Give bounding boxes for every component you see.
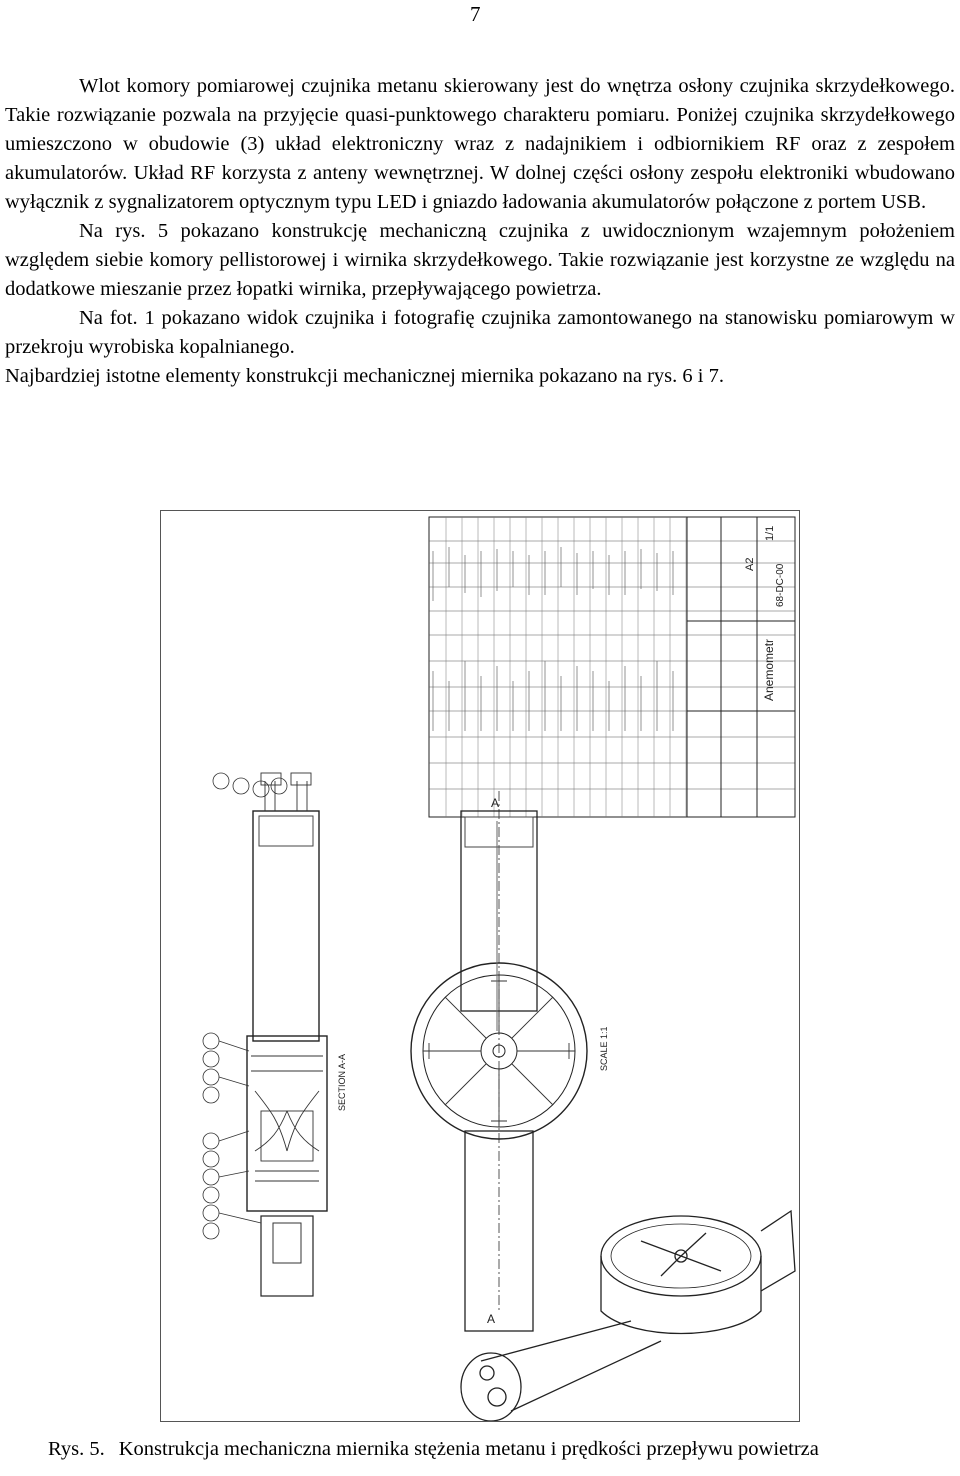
scale-label: SCALE 1:1 <box>599 1026 609 1071</box>
technical-drawing <box>161 511 799 1421</box>
figure-caption <box>48 1438 819 1461</box>
drawing-number: 68-DC-00 <box>775 563 786 607</box>
view-label-top: A <box>491 796 500 810</box>
sheet-label: 1/1 <box>764 525 776 541</box>
front-view <box>411 791 587 1331</box>
caption-text: Konstrukcja mechaniczna miernika stężenia metanu i prędkości przepływu powietrza <box>118 1438 819 1460</box>
paragraph-4: Najbardziej istotne elementy konstrukcji mechanicznej miernika pokazano na rys. 6 i 7. <box>5 365 724 387</box>
isometric-view <box>461 1211 795 1421</box>
paragraph-1: Wlot komory pomiarowej czujnika metanu skierowany jest do wnętrza osłony czujnika skrzydełkowego. Takie rozwiązanie pozwala na przyjęcie quasi-punktowego charakteru pomiaru. Poniżej czujnika skrzydełkowego umieszczono w obudowie (3) układ elektroniczny wraz z nadajnikiem i odbiornikiem RF oraz z zespołem akumulatorów. Układ RF korzysta z anteny wewnętrznej. W dolnej części osłony zespołu elektroniki wbudowano wyłącznik z sygnalizatorem optycznym typu LED i gniazdo ładowania akumulatorów połączone z portem USB. <box>5 75 955 213</box>
caption-number: Rys. 5. <box>48 1438 105 1460</box>
paragraph-2: Na rys. 5 pokazano konstrukcję mechaniczną czujnika z uwidocznionym wzajemnym położeniem względem siebie komory pellistorowej i wirnika skrzydełkowego. Takie rozwiązanie jest korzystne ze względu na dodatkowe mieszanie przez łopatki wirnika, przepływającego powietrza. <box>5 220 955 300</box>
view-label-bottom: A <box>487 1312 496 1326</box>
page-number: 7 <box>470 2 481 26</box>
paragraph-3: Na fot. 1 pokazano widok czujnika i fotografię czujnika zamontowanego na stanowisku pomiarowym w przekroju wyrobiska kopalnianego. <box>5 307 955 358</box>
bill-of-materials-table <box>429 517 795 817</box>
section-view <box>203 773 327 1296</box>
technical-drawing-figure <box>160 510 800 1422</box>
body-text <box>5 72 955 391</box>
format-label: A2 <box>744 557 756 571</box>
title-block-name: Anemometr <box>762 638 776 701</box>
section-label: SECTION A-A <box>337 1053 347 1111</box>
